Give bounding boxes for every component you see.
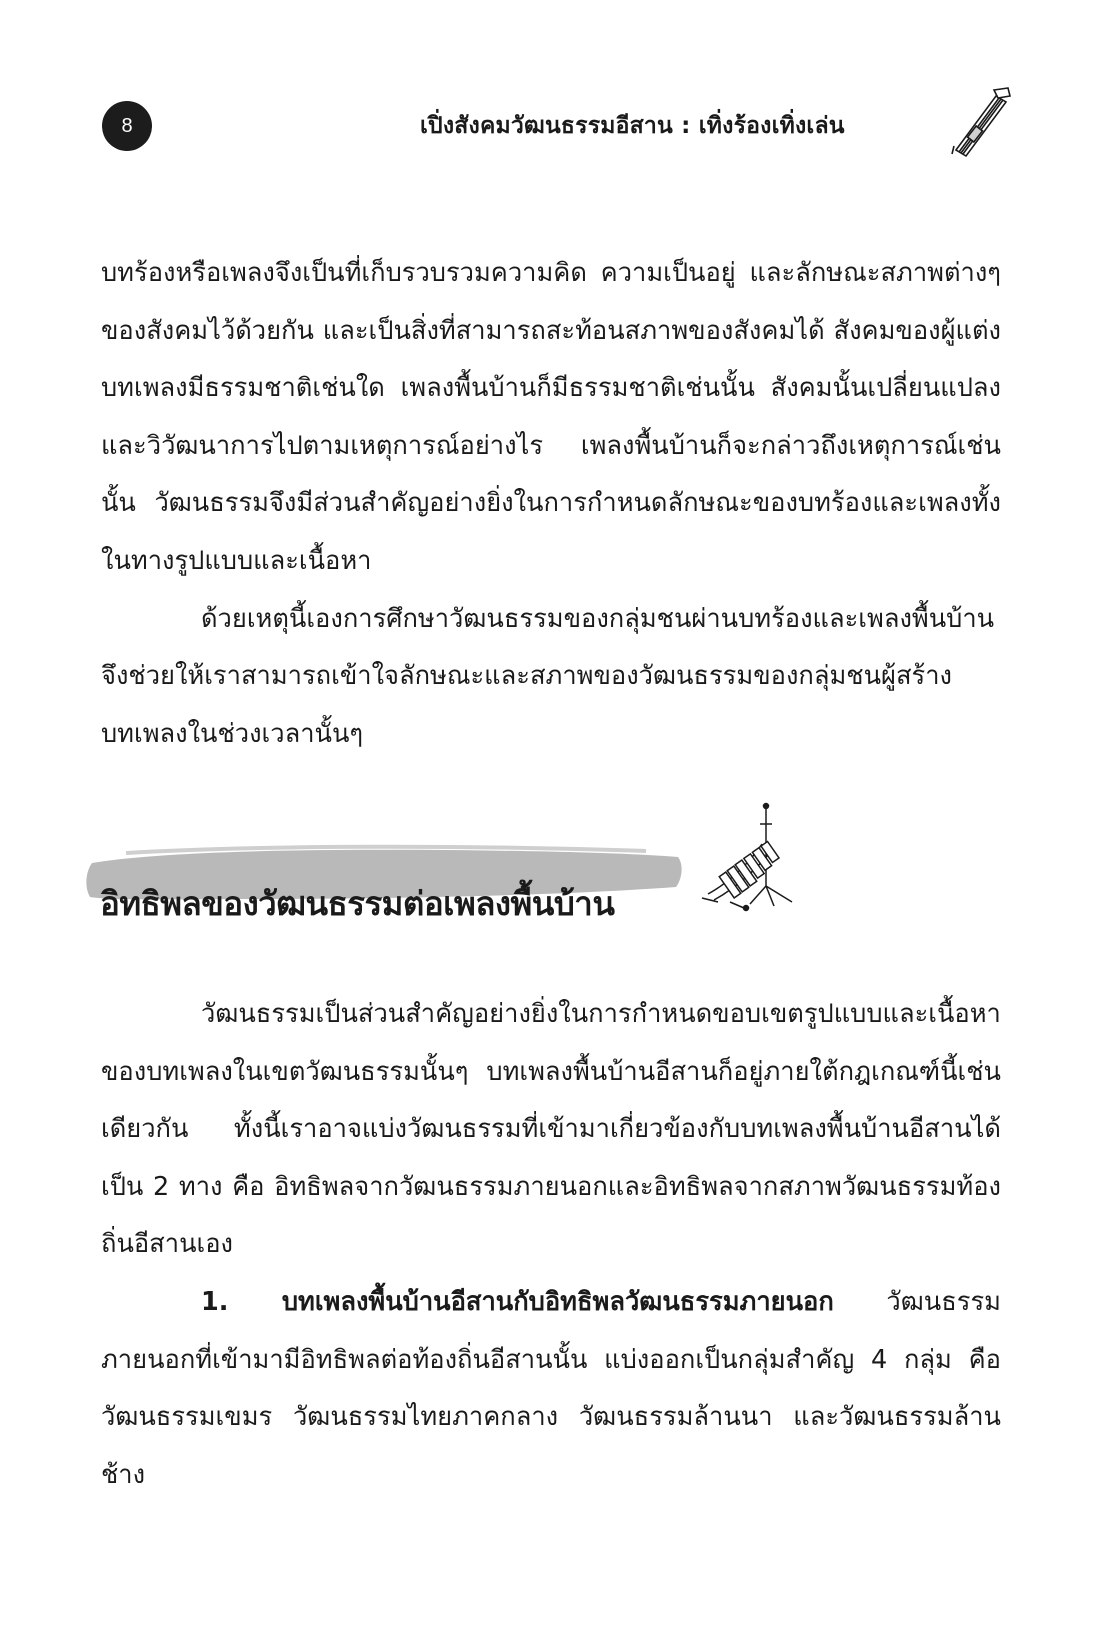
section-heading: อิทธิพลของวัฒนธรรมต่อเพลงพื้นบ้าน [100,884,615,923]
intro-paragraph-1: บทร้องหรือเพลงจึงเป็นที่เก็บรวบรวมความคิด ความเป็นอยู่ และลักษณะสภาพต่างๆ ของสังคมไว้ด้วยกัน และเป็นสิ่งที่สามารถสะท้อนสภาพของสังคมได้ สังคมของผู้แต่งบทเพลงมีธรรมชาติเช่นใด เพลงพื้นบ้านก็มีธรรมชาติเช่นนั้น สังคมนั้นเปลี่ยนแปลงและวิวัฒนาการไปตามเหตุการณ์อย่างไร เพลงพื้นบ้านก็จะกล่าวถึงเหตุการณ์เช่นนั้น วัฒนธรรมจึงมีส่วนสำคัญอย่างยิ่งในการกำหนดลักษณะของบทร้องและเพลงทั้งในทางรูปแบบและเนื้อหา [101,258,1001,576]
ranat-xylophone-icon [700,802,830,914]
khaen-icon [950,86,1014,158]
section-body [101,986,1001,1504]
page-number: 8 [121,114,133,137]
running-header-title: เปิ่งสังคมวัฒนธรรมอีสาน : เทิ่งร้องเทิ่งเล่น [420,113,845,139]
page-number-badge [102,101,152,151]
section-point-1 [101,1274,1001,1504]
point-1-text: วัฒนธรรมภายนอกที่เข้ามามีอิทธิพลต่อท้องถิ่นอีสานนั้น แบ่งออกเป็นกลุ่มสำคัญ 4 กลุ่ม คือ วัฒนธรรมเขมร วัฒนธรรมไทยภาคกลาง วัฒนธรรมล้านนา และวัฒนธรรมล้านช้าง [101,1286,1001,1490]
section-paragraph-1: วัฒนธรรมเป็นส่วนสำคัญอย่างยิ่งในการกำหนดขอบเขตรูปแบบและเนื้อหาของบทเพลงในเขตวัฒนธรรมนั้นๆ บทเพลงพื้นบ้านอีสานก็อยู่ภายใต้กฎเกณฑ์นี้เช่นเดียวกัน ทั้งนี้เราอาจแบ่งวัฒนธรรมที่เข้ามาเกี่ยวข้องกับบทเพลงพื้นบ้านอีสานได้เป็น 2 ทาง คือ อิทธิพลจากวัฒนธรรมภายนอกและอิทธิพลจากสภาพวัฒนธรรมท้องถิ่นอีสานเอง [101,999,1001,1260]
intro-paragraph-2: ด้วยเหตุนี้เองการศึกษาวัฒนธรรมของกลุ่มชนผ่านบทร้องและเพลงพื้นบ้านจึงช่วยให้เราสามารถเข้าใจลักษณะและสภาพของวัฒนธรรมของกลุ่มชนผู้สร้างบทเพลงในช่วงเวลานั้นๆ [101,603,995,749]
point-1-heading: 1. บทเพลงพื้นบ้านอีสานกับอิทธิพลวัฒนธรรมภายนอก [201,1286,834,1317]
intro-text [101,245,1001,763]
